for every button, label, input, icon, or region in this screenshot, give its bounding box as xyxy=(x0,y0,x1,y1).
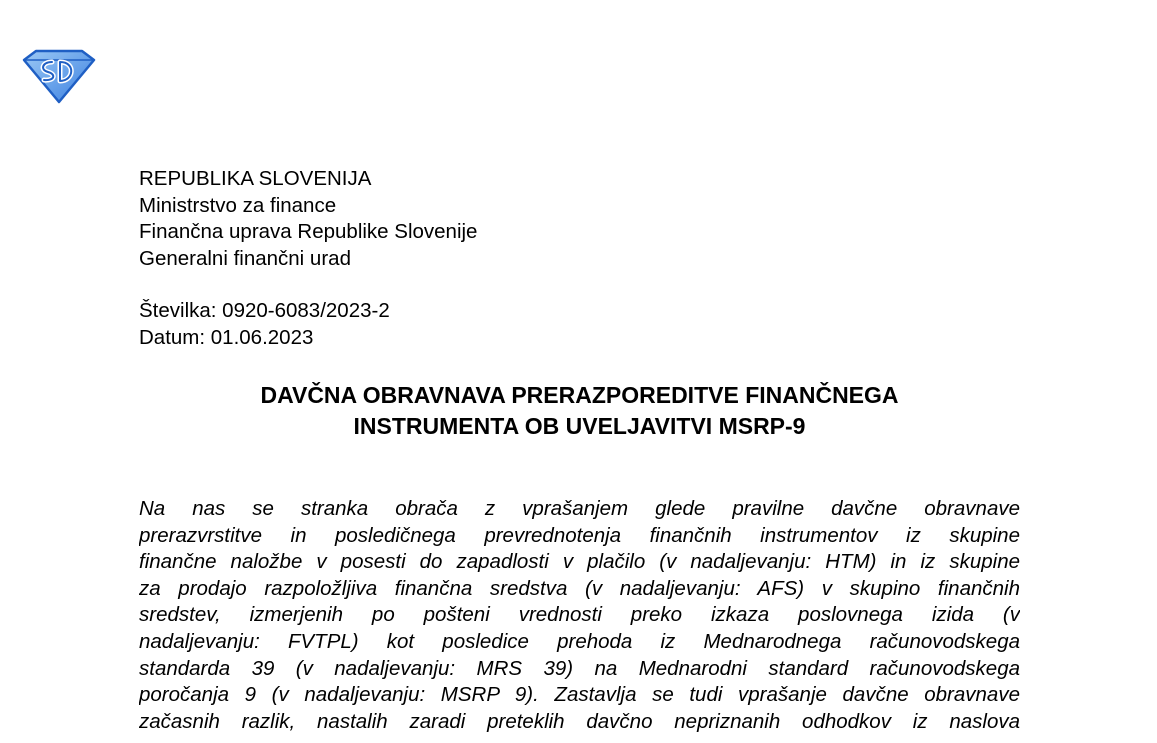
body-line: poročanja 9 (v nadaljevanju: MSRP 9). Zastavlja se tudi vprašanje davčne obravnave xyxy=(139,683,1020,707)
body-line: prerazvrstitve in posledičnega prevrednotenja finančnih instrumentov iz skupine xyxy=(139,523,1020,547)
header-ministry: Ministrstvo za finance xyxy=(139,193,337,217)
body-line: Na nas se stranka obrača z vprašanjem glede pravilne davčne obravnave xyxy=(139,497,1020,520)
title-line-1: DAVČNA OBRAVNAVA PRERAZPOREDITVE FINANČNEGA xyxy=(260,382,899,408)
body-line: sredstev, izmerjenih po pošteni vrednosti preko izkaza poslovnega izida (v xyxy=(139,603,1020,627)
header-administration: Finančna uprava Republike Slovenije xyxy=(139,220,478,243)
document-reference xyxy=(139,298,390,351)
body-line: finančne naložbe v posesti do zapadlosti v plačilo (v nadaljevanju: HTM) in iz skupine xyxy=(139,550,1020,574)
title-line-2: INSTRUMENTA OB UVELJAVITVI MSRP-9 xyxy=(353,413,806,439)
header-country: REPUBLIKA SLOVENIJA xyxy=(139,167,372,190)
document-title xyxy=(139,380,1020,442)
body-paragraph xyxy=(139,496,1020,735)
document-date: Datum: 01.06.2023 xyxy=(139,325,314,349)
body-line: nadaljevanju: FVTPL) kot posledice prehoda iz Mednarodnega računovodskega xyxy=(139,629,1020,653)
body-line: za prodajo razpoložljiva finančna sredstva (v nadaljevanju: AFS) v skupino finančnih xyxy=(139,576,1020,600)
issuer-header xyxy=(139,166,477,272)
header-office: Generalni finančni urad xyxy=(139,246,351,270)
document-number: Številka: 0920-6083/2023-2 xyxy=(139,299,390,322)
body-line: standarda 39 (v nadaljevanju: MRS 39) na Mednarodni standard računovodskega xyxy=(139,656,1020,680)
fu-logo-icon xyxy=(22,48,96,104)
body-line: začasnih razlik, nastalih zaradi preteklih davčno nepriznanih odhodkov iz naslova xyxy=(139,709,1020,733)
